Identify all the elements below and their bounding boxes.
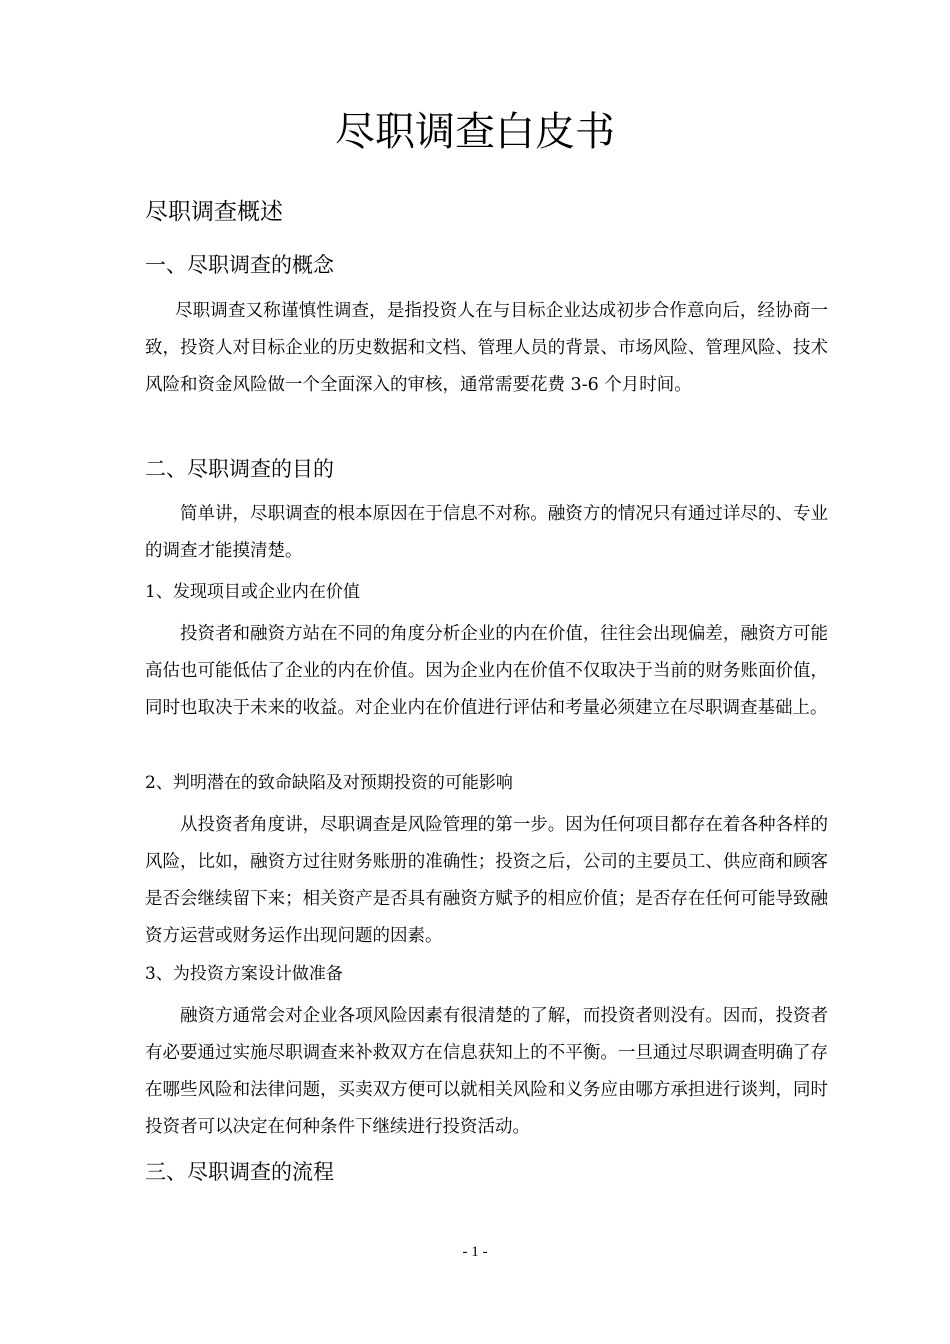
section-2-intro: 简单讲，尽职调查的根本原因在于信息不对称。融资方的情况只有通过详尽的、专业的调查才能摸清楚。 bbox=[145, 504, 828, 561]
subsection-1-heading: 1、发现项目或企业内在价值 bbox=[145, 582, 360, 602]
subsection-2-paragraph: 从投资者角度讲，尽职调查是风险管理的第一步。因为任何项目都存在着各种各样的风险，比如，融资方过往财务账册的准确性；投资之后，公司的主要员工、供应商和顾客是否会继续留下来；相关资产是否具有融资方赋予的相应价值；是否存在任何可能导致融资方运营或财务运作出现问题的因素。 bbox=[145, 815, 828, 946]
document-title: 尽职调查白皮书 bbox=[335, 109, 615, 155]
subsection-3-heading: 3、为投资方案设计做准备 bbox=[145, 964, 343, 984]
subsection-2-heading: 2、判明潜在的致命缺陷及对预期投资的可能影响 bbox=[145, 773, 513, 793]
subsection-1-paragraph: 投资者和融资方站在不同的角度分析企业的内在价值，往往会出现偏差，融资方可能高估也可能低估了企业的内在价值。因为企业内在价值不仅取决于当前的财务账面价值，同时也取决于未来的收益。对企业内在价值进行评估和考量必须建立在尽职调查基础上。 bbox=[145, 624, 828, 718]
subsection-3-paragraph: 融资方通常会对企业各项风险因素有很清楚的了解，而投资者则没有。因而，投资者有必要通过实施尽职调查来补救双方在信息获知上的不平衡。一旦通过尽职调查明确了存在哪些风险和法律问题，买卖双方便可以就相关风险和义务应由哪方承担进行谈判，同时投资者可以决定在何种条件下继续进行投资活动。 bbox=[145, 1006, 828, 1137]
section-1-paragraph: 尽职调查又称谨慎性调查，是指投资人在与目标企业达成初步合作意向后，经协商一致，投资人对目标企业的历史数据和文档、管理人员的背景、市场风险、管理风险、技术风险和资金风险做一个全面深入的审核，通常需要花费 3-6 个月时间。 bbox=[145, 301, 828, 395]
section-2-heading: 二、尽职调查的目的 bbox=[145, 457, 334, 481]
section-3-heading: 三、尽职调查的流程 bbox=[145, 1160, 334, 1184]
section-1-heading: 一、尽职调查的概念 bbox=[145, 253, 334, 277]
section-heading: 尽职调查概述 bbox=[145, 199, 283, 225]
page-number: - 1 - bbox=[462, 1244, 488, 1260]
